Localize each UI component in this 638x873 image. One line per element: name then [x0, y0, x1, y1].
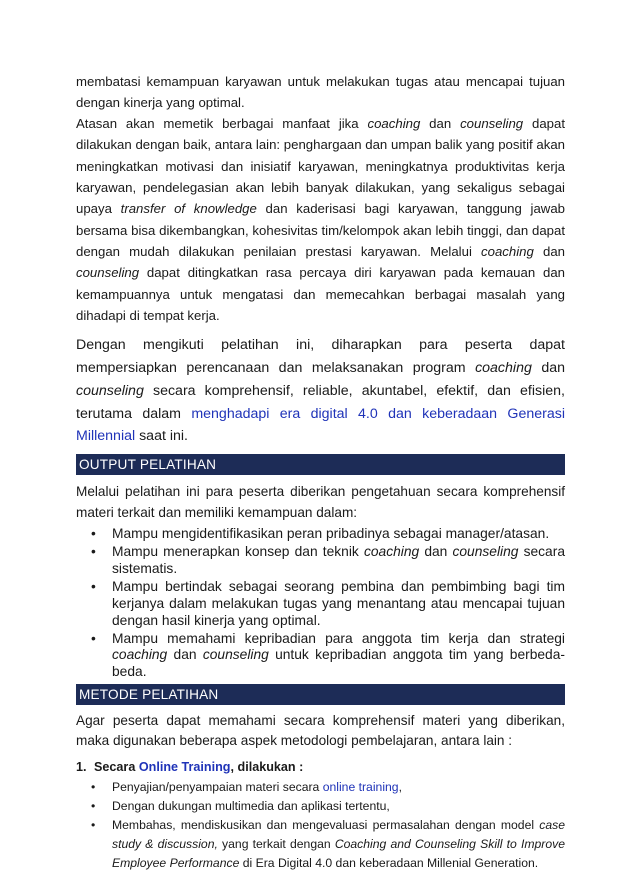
text: yang terkait dengan	[217, 837, 335, 852]
italic-term: case study & discussion,	[112, 818, 565, 852]
list-number: 1.	[76, 760, 87, 775]
paragraph-objective	[76, 334, 565, 448]
text: dan	[419, 544, 453, 560]
italic-term: counseling	[76, 265, 140, 281]
bullet-icon: •	[91, 818, 96, 833]
italic-term: coaching	[475, 359, 532, 376]
section-heading-metode: METODE PELATIHAN	[76, 684, 565, 705]
text: dan	[420, 116, 461, 132]
text: Mampu menerapkan konsep dan teknik	[112, 544, 364, 560]
text: , dilakukan :	[230, 760, 304, 775]
italic-term: transfer of knowledge	[120, 201, 257, 217]
bullet-icon: •	[91, 578, 96, 594]
output-intro	[76, 481, 565, 523]
bullet-icon: •	[91, 799, 96, 814]
list-item	[76, 631, 565, 682]
highlight-text: online training	[322, 780, 399, 795]
list-item	[76, 797, 565, 816]
highlight-text: Online Training	[138, 760, 231, 775]
text: Penyajian/penyampaian materi secara	[112, 780, 323, 795]
italic-term: counseling	[202, 647, 269, 663]
italic-term: counseling	[460, 116, 524, 132]
text: Dengan mengikuti pelatihan ini, diharapkan para peserta dapat mempersiapkan perencanaan dan melaksanakan program	[76, 337, 565, 376]
text: dan kaderisasi bagi karyawan, tanggung jawab bersama bisa dikembangkan, kohesivitas tim/kelompok akan lebih tinggi, dan dapat dengan mudah dilakukan penilaian prestasi karyawan. Melalui	[76, 201, 565, 259]
italic-term: coaching	[367, 116, 421, 132]
italic-term: Coaching and Counseling Skill to Improve Employee Performance	[112, 837, 565, 871]
text: di Era Digital 4.0 dan keberadaan Millenial Generation.	[239, 856, 539, 871]
list-item	[76, 526, 565, 543]
text: Secara	[94, 760, 139, 775]
text: dan	[531, 359, 565, 376]
paragraph-benefits	[76, 113, 565, 326]
text: dapat dilakukan dengan baik, antara lain: penghargaan dan umpan balik yang positif akan meningkatkan motivasi dan inisiatif karyawan, meningkatnya produktivitas kerja karyawan, pendelegasian akan lebih banyak dilakukan, yang sekaligus sebagai upaya	[76, 116, 565, 217]
text: dapat ditingkatkan rasa percaya diri karyawan pada kemauan dan kemampuannya untuk mengatasi dan memecahkan berbagai masalah yang dihadapi di tempat kerja.	[76, 265, 565, 323]
text: dan	[533, 243, 566, 259]
output-list	[76, 526, 565, 681]
text: ,	[398, 780, 402, 795]
text: saat ini.	[135, 428, 188, 445]
text: Mampu memahami kepribadian para anggota tim kerja dan strategi	[112, 630, 565, 646]
list-item	[76, 544, 565, 578]
text: secara komprehensif, reliable, akuntabel, efektif, dan efisien, terutama dalam	[76, 382, 565, 422]
text: membatasi kemampuan karyawan untuk melakukan tugas atau mencapai tujuan dengan kinerja yang optimal.	[76, 74, 565, 110]
list-item	[76, 579, 565, 630]
text: Dengan dukungan multimedia dan aplikasi tertentu,	[112, 799, 390, 814]
section-heading-output: OUTPUT PELATIHAN	[76, 454, 565, 475]
bullet-icon: •	[91, 780, 96, 795]
text: dan	[167, 647, 203, 663]
italic-term: coaching	[112, 647, 168, 663]
paragraph-continuation	[76, 72, 565, 113]
italic-term: coaching	[363, 544, 420, 560]
italic-term: counseling	[76, 382, 144, 399]
highlight-text: menghadapi era digital 4.0 dan keberadaan Generasi Millennial	[76, 405, 565, 445]
numbered-heading	[76, 757, 565, 777]
text: Melalui pelatihan ini para peserta diberikan pengetahuan secara komprehensif materi terkait dan memiliki kemampuan dalam:	[76, 484, 565, 521]
text: Membahas, mendiskusikan dan mengevaluasi permasalahan dengan model	[112, 818, 540, 833]
text: Mampu bertindak sebagai seorang pembina dan pembimbing bagi tim kerjanya dalam melakukan tugas yang menantang atau mencapai tujuan dengan hasil kinerja yang optimal.	[112, 578, 565, 628]
list-item	[76, 816, 565, 873]
text: Atasan akan memetik berbagai manfaat jika	[76, 116, 368, 132]
metode-intro	[76, 711, 565, 751]
text: Mampu mengidentifikasikan peran pribadinya sebagai manager/atasan.	[112, 526, 550, 542]
bullet-icon: •	[91, 630, 96, 646]
text: untuk kepribadian anggota tim yang berbeda-beda.	[112, 647, 565, 680]
bullet-icon: •	[91, 526, 96, 542]
document-page	[76, 72, 565, 873]
text: Agar peserta dapat memahami secara komprehensif materi yang diberikan, maka digunakan beberapa aspek metodologi pembelajaran, antara lain :	[76, 713, 565, 749]
list-item	[76, 778, 565, 797]
italic-term: counseling	[452, 544, 519, 560]
text: secara sistematis.	[112, 544, 566, 576]
bullet-icon: •	[91, 544, 96, 560]
italic-term: coaching	[481, 243, 534, 259]
